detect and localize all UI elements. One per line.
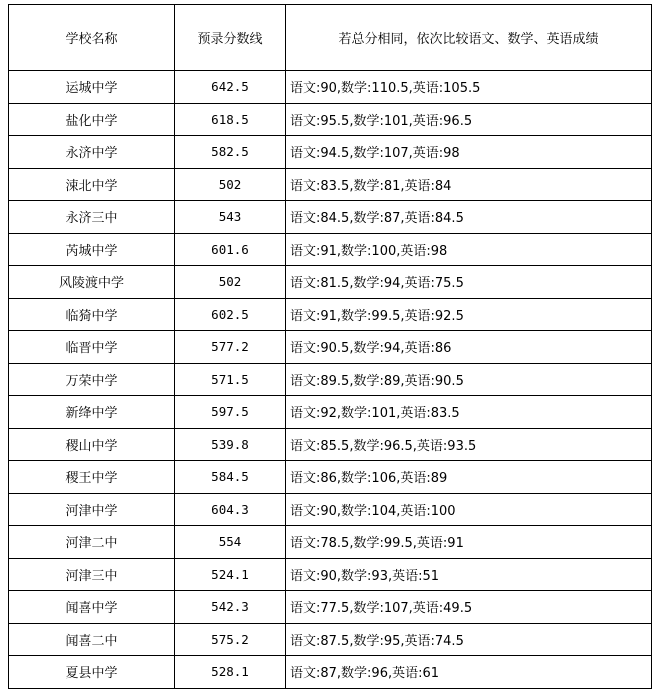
- school-name-cell: 风陵渡中学: [9, 266, 175, 299]
- school-name-cell: 临晋中学: [9, 331, 175, 364]
- school-name-cell: 闻喜二中: [9, 623, 175, 656]
- school-name-cell: 运城中学: [9, 71, 175, 104]
- tiebreak-detail-cell: 语文:92,数学:101,英语:83.5: [286, 396, 652, 429]
- table-row: [9, 103, 652, 136]
- tiebreak-detail-cell: 语文:91,数学:99.5,英语:92.5: [286, 298, 652, 331]
- school-name-cell: 河津二中: [9, 526, 175, 559]
- table-row: [9, 298, 652, 331]
- score-line-cell: 597.5: [175, 396, 286, 429]
- header-row: [9, 5, 652, 71]
- score-line-cell: 618.5: [175, 103, 286, 136]
- tiebreak-detail-cell: 语文:89.5,数学:89,英语:90.5: [286, 363, 652, 396]
- table-row: [9, 591, 652, 624]
- score-line-cell: 542.3: [175, 591, 286, 624]
- table-row: [9, 428, 652, 461]
- score-line-cell: 604.3: [175, 493, 286, 526]
- table-row: [9, 526, 652, 559]
- tiebreak-detail-cell: 语文:90,数学:104,英语:100: [286, 493, 652, 526]
- score-line-cell: 584.5: [175, 461, 286, 494]
- score-line-cell: 539.8: [175, 428, 286, 461]
- table-row: [9, 71, 652, 104]
- school-name-cell: 临猗中学: [9, 298, 175, 331]
- school-name-cell: 芮城中学: [9, 233, 175, 266]
- admission-score-table: [8, 4, 652, 689]
- tiebreak-detail-cell: 语文:91,数学:100,英语:98: [286, 233, 652, 266]
- score-line-cell: 601.6: [175, 233, 286, 266]
- school-name-cell: 稷山中学: [9, 428, 175, 461]
- score-line-cell: 582.5: [175, 136, 286, 169]
- tiebreak-detail-cell: 语文:94.5,数学:107,英语:98: [286, 136, 652, 169]
- tiebreak-detail-cell: 语文:87,数学:96,英语:61: [286, 656, 652, 689]
- table-row: [9, 136, 652, 169]
- score-line-cell: 528.1: [175, 656, 286, 689]
- tiebreak-detail-cell: 语文:90.5,数学:94,英语:86: [286, 331, 652, 364]
- table-row: [9, 233, 652, 266]
- tiebreak-detail-cell: 语文:90,数学:93,英语:51: [286, 558, 652, 591]
- table-row: [9, 331, 652, 364]
- school-name-cell: 闻喜中学: [9, 591, 175, 624]
- score-line-cell: 554: [175, 526, 286, 559]
- table-row: [9, 493, 652, 526]
- school-name-cell: 河津三中: [9, 558, 175, 591]
- score-line-cell: 543: [175, 201, 286, 234]
- table-row: [9, 201, 652, 234]
- score-line-cell: 575.2: [175, 623, 286, 656]
- table-row: [9, 558, 652, 591]
- table-body: [9, 71, 652, 689]
- school-name-cell: 万荣中学: [9, 363, 175, 396]
- tiebreak-detail-cell: 语文:78.5,数学:99.5,英语:91: [286, 526, 652, 559]
- table-row: [9, 266, 652, 299]
- table-row: [9, 363, 652, 396]
- tiebreak-detail-cell: 语文:81.5,数学:94,英语:75.5: [286, 266, 652, 299]
- tiebreak-detail-cell: 语文:85.5,数学:96.5,英语:93.5: [286, 428, 652, 461]
- tiebreak-detail-cell: 语文:84.5,数学:87,英语:84.5: [286, 201, 652, 234]
- header-tiebreak-rule: 若总分相同，依次比较语文、数学、英语成绩: [286, 5, 652, 71]
- school-name-cell: 夏县中学: [9, 656, 175, 689]
- school-name-cell: 永济三中: [9, 201, 175, 234]
- score-line-cell: 502: [175, 168, 286, 201]
- tiebreak-detail-cell: 语文:83.5,数学:81,英语:84: [286, 168, 652, 201]
- table-row: [9, 623, 652, 656]
- school-name-cell: 永济中学: [9, 136, 175, 169]
- score-line-cell: 571.5: [175, 363, 286, 396]
- tiebreak-detail-cell: 语文:86,数学:106,英语:89: [286, 461, 652, 494]
- score-line-cell: 577.2: [175, 331, 286, 364]
- table-row: [9, 168, 652, 201]
- table-row: [9, 656, 652, 689]
- tiebreak-detail-cell: 语文:90,数学:110.5,英语:105.5: [286, 71, 652, 104]
- school-name-cell: 盐化中学: [9, 103, 175, 136]
- table-row: [9, 461, 652, 494]
- school-name-cell: 稷王中学: [9, 461, 175, 494]
- school-name-cell: 涑北中学: [9, 168, 175, 201]
- table-row: [9, 396, 652, 429]
- score-line-cell: 502: [175, 266, 286, 299]
- score-line-cell: 642.5: [175, 71, 286, 104]
- school-name-cell: 新绛中学: [9, 396, 175, 429]
- header-school-name: 学校名称: [9, 5, 175, 71]
- score-line-cell: 602.5: [175, 298, 286, 331]
- tiebreak-detail-cell: 语文:77.5,数学:107,英语:49.5: [286, 591, 652, 624]
- header-score-line: 预录分数线: [175, 5, 286, 71]
- score-line-cell: 524.1: [175, 558, 286, 591]
- school-name-cell: 河津中学: [9, 493, 175, 526]
- tiebreak-detail-cell: 语文:95.5,数学:101,英语:96.5: [286, 103, 652, 136]
- tiebreak-detail-cell: 语文:87.5,数学:95,英语:74.5: [286, 623, 652, 656]
